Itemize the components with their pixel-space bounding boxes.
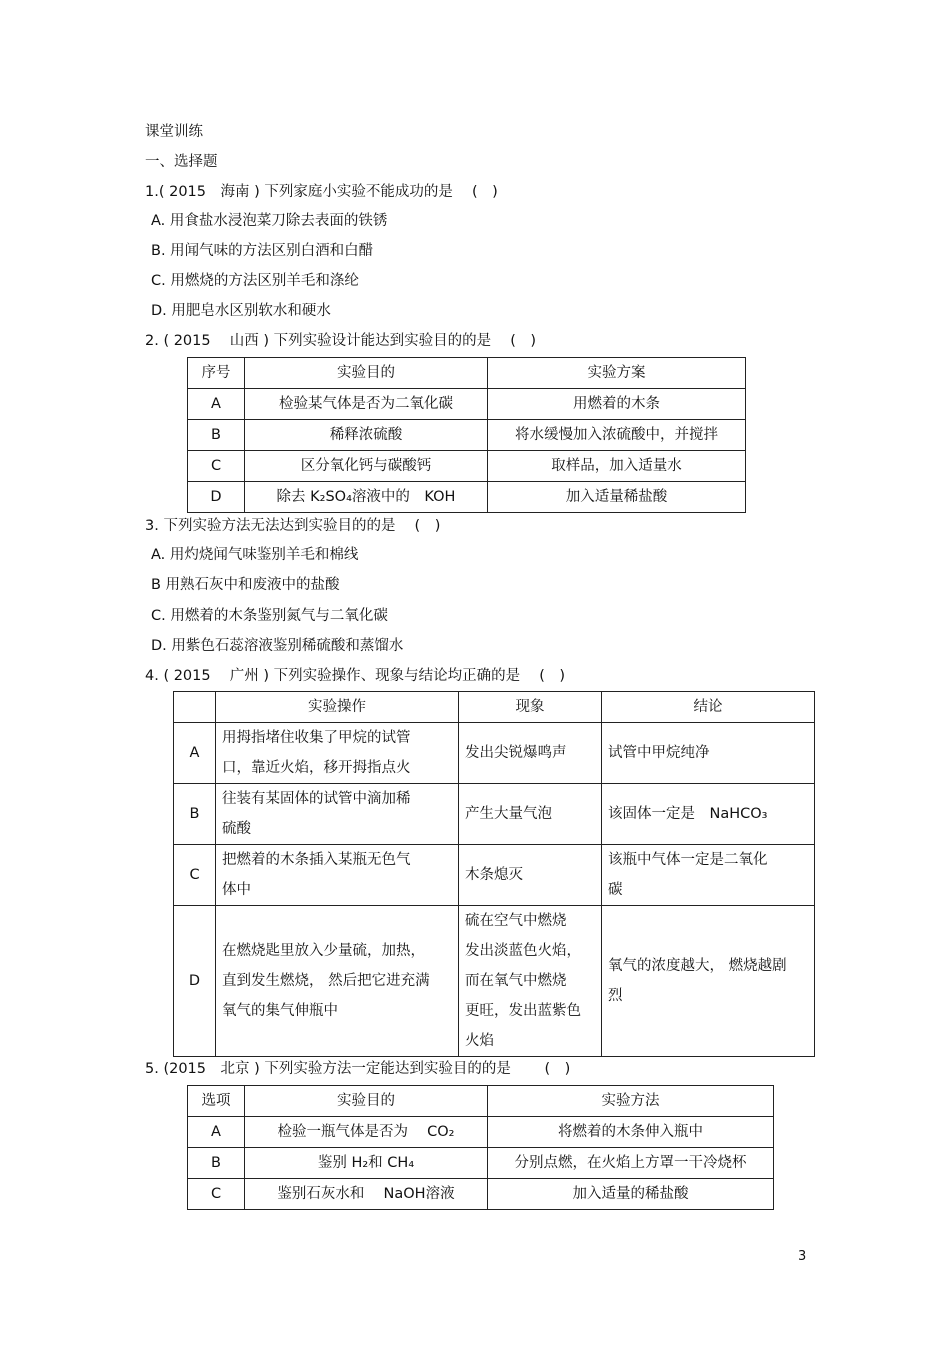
table-cell: 加入适量稀盐酸 (488, 482, 746, 513)
table-cell (459, 723, 602, 784)
q2-stem: 2. ( 2015 山西 ) 下列实验设计能达到实验目的的是 ( ) (145, 333, 537, 349)
section-title: 一、选择题 (145, 154, 218, 170)
table-cell: A (188, 1117, 245, 1148)
cell-line: 在燃烧匙里放入少量硫，加热， (222, 943, 425, 959)
q3-stem: 3. 下列实验方法无法达到实验目的的是 ( ) (145, 518, 441, 534)
cell-line: 氧气的集气伸瓶中 (222, 1003, 338, 1019)
table-cell: C (188, 1179, 245, 1210)
table-cell: 将水缓慢加入浓硫酸中，并搅拌 (488, 420, 746, 451)
table-header: 实验目的 (245, 358, 488, 389)
cell-line: 而在氧气中燃烧 (465, 973, 567, 989)
table-cell: 取样品，加入适量水 (488, 451, 746, 482)
q5-table (187, 1085, 774, 1210)
table-cell: 检验一瓶气体是否为 CO₂ (245, 1117, 488, 1148)
table-cell (459, 784, 602, 845)
table-cell: 鉴别 H₂和 CH₄ (245, 1148, 488, 1179)
table-header: 实验方法 (488, 1086, 774, 1117)
table-row (188, 1179, 774, 1210)
cell-line: 氧气的浓度越大， 燃烧越剧 (608, 958, 787, 974)
table-cell: 加入适量的稀盐酸 (488, 1179, 774, 1210)
cell-line: 发出尖锐爆鸣声 (465, 745, 567, 761)
table-cell (602, 906, 815, 1057)
table-cell (216, 845, 459, 906)
table-cell (602, 784, 815, 845)
heading: 课堂训练 (145, 124, 203, 140)
q3-option-a: A. 用灼烧闻气味鉴别羊毛和棉线 (151, 547, 359, 563)
cell-line: 木条熄灭 (465, 867, 523, 883)
cell-line: 体中 (222, 882, 251, 898)
cell-line: 产生大量气泡 (465, 806, 552, 822)
q2-table (187, 357, 746, 513)
cell-line: 试管中甲烷纯净 (608, 745, 710, 761)
table-header: 选项 (188, 1086, 245, 1117)
q4-stem: 4. ( 2015 广州 ) 下列实验操作、现象与结论均正确的是 ( ) (145, 668, 566, 684)
page-number: 3 (798, 1249, 807, 1264)
table-row (174, 784, 815, 845)
cell-line: 硫酸 (222, 821, 251, 837)
cell-line: 用拇指堵住收集了甲烷的试管 (222, 730, 411, 746)
table-row (188, 451, 746, 482)
table-cell: 除去 K₂SO₄溶液中的 KOH (245, 482, 488, 513)
table-header-row (188, 1086, 774, 1117)
table-row (188, 389, 746, 420)
table-row (188, 1117, 774, 1148)
table-cell: 将燃着的木条伸入瓶中 (488, 1117, 774, 1148)
table-header-row (174, 692, 815, 723)
table-cell (459, 845, 602, 906)
q3-option-c: C. 用燃着的木条鉴别氮气与二氧化碳 (151, 608, 388, 624)
table-row (174, 906, 815, 1057)
table-row (188, 420, 746, 451)
table-cell (459, 906, 602, 1057)
cell-line: 该瓶中气体一定是二氧化 (608, 852, 768, 868)
q1-option-c: C. 用燃烧的方法区别羊毛和涤纶 (151, 273, 359, 289)
cell-line: 把燃着的木条插入某瓶无色气 (222, 852, 411, 868)
table-header: 实验操作 (216, 692, 459, 723)
q5-stem: 5. (2015 北京 ) 下列实验方法一定能达到实验目的的是 ( ) (145, 1061, 571, 1077)
cell-line: 更旺，发出蓝紫色 (465, 1003, 581, 1019)
table-header-row (188, 358, 746, 389)
q1-option-a: A. 用食盐水浸泡菜刀除去表面的铁锈 (151, 213, 388, 229)
table-cell (216, 906, 459, 1057)
q4-table (173, 691, 815, 1057)
q1-stem: 1.( 2015 海南 ) 下列家庭小实验不能成功的是 ( ) (145, 184, 498, 200)
table-cell (216, 723, 459, 784)
table-cell: B (174, 784, 216, 845)
table-row (188, 1148, 774, 1179)
cell-line: 该固体一定是 NaHCO₃ (608, 806, 768, 822)
table-header: 实验方案 (488, 358, 746, 389)
table-cell (216, 784, 459, 845)
cell-line: 直到发生燃烧， 然后把它进充满 (222, 973, 430, 989)
table-cell: B (188, 420, 245, 451)
table-cell: B (188, 1148, 245, 1179)
table-header: 实验目的 (245, 1086, 488, 1117)
table-cell: 稀释浓硫酸 (245, 420, 488, 451)
table-cell: D (174, 906, 216, 1057)
table-header: 序号 (188, 358, 245, 389)
q1-option-d: D. 用肥皂水区别软水和硬水 (151, 303, 331, 319)
cell-line: 硫在空气中燃烧 (465, 913, 567, 929)
table-cell (602, 845, 815, 906)
table-cell: 区分氧化钙与碳酸钙 (245, 451, 488, 482)
table-cell: A (188, 389, 245, 420)
table-header (174, 692, 216, 723)
table-header: 结论 (602, 692, 815, 723)
table-cell: 用燃着的木条 (488, 389, 746, 420)
table-cell: A (174, 723, 216, 784)
cell-line: 口，靠近火焰，移开拇指点火 (222, 760, 411, 776)
table-row (174, 845, 815, 906)
table-cell: 鉴别石灰水和 NaOH溶液 (245, 1179, 488, 1210)
cell-line: 碳 (608, 882, 623, 898)
table-cell: 分别点燃，在火焰上方罩一干冷烧杯 (488, 1148, 774, 1179)
q3-option-b: B 用熟石灰中和废液中的盐酸 (151, 577, 340, 593)
table-row (174, 723, 815, 784)
table-row (188, 482, 746, 513)
q1-option-b: B. 用闻气味的方法区别白酒和白醋 (151, 243, 374, 259)
q3-option-d: D. 用紫色石蕊溶液鉴别稀硫酸和蒸馏水 (151, 638, 404, 654)
table-cell: C (188, 451, 245, 482)
cell-line: 往装有某固体的试管中滴加稀 (222, 791, 411, 807)
table-header: 现象 (459, 692, 602, 723)
cell-line: 烈 (608, 988, 623, 1004)
table-cell: C (174, 845, 216, 906)
cell-line: 发出淡蓝色火焰， (465, 943, 581, 959)
cell-line: 火焰 (465, 1033, 494, 1049)
table-cell: 检验某气体是否为二氧化碳 (245, 389, 488, 420)
table-cell (602, 723, 815, 784)
table-cell: D (188, 482, 245, 513)
